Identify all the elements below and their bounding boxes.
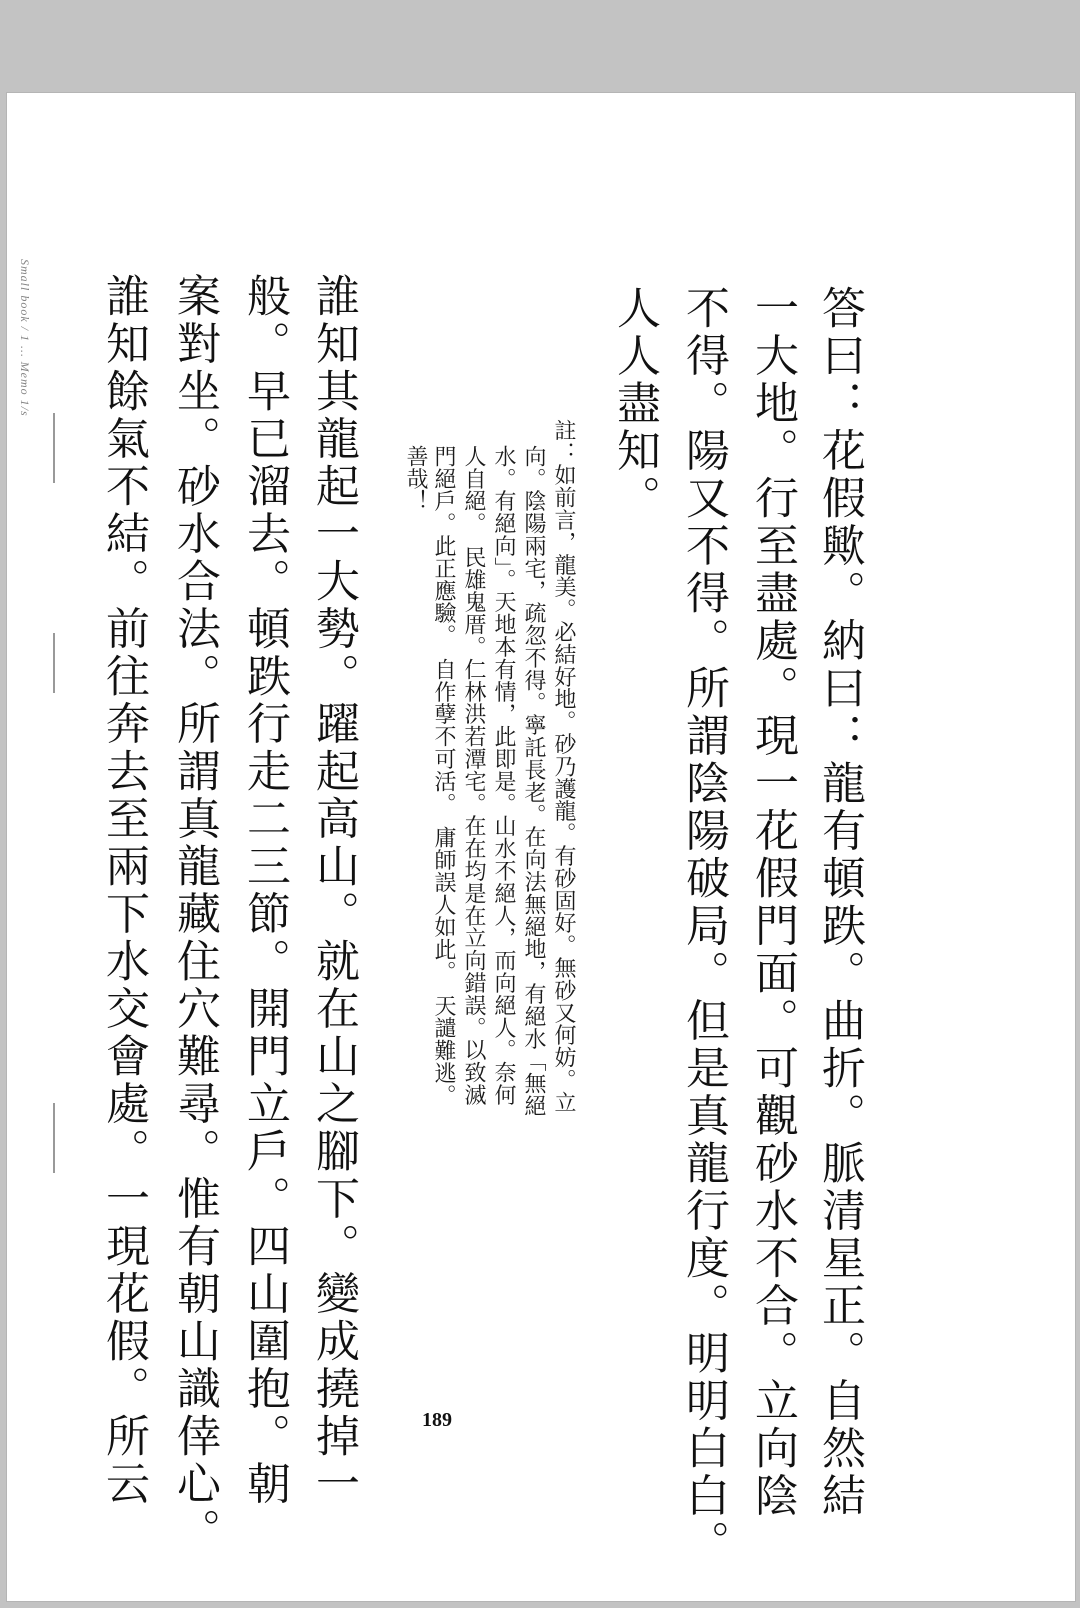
main-text-column: 不得。陽又不得。所謂陰陽破局。但是真龍行度。明明白白。 — [678, 285, 729, 1568]
scan-margin-artifact: Small book / 1 … Memo 1/s — [18, 259, 32, 417]
main-text-column: 答曰：花假歟。納曰：龍有頓跌。曲折。脈清星正。自然結 — [814, 285, 865, 1520]
gutter-mark — [53, 413, 55, 483]
annotation-column: 水。有絕向」。天地本有情，此即是。山水不絕人，而向絕人。奈何 — [491, 445, 516, 1106]
page-number: 189 — [422, 1409, 452, 1431]
main-text-column: 誰知餘氣不結。前往奔去至兩下水交會處。一現花假。所云 — [98, 273, 149, 1508]
gutter-mark — [53, 633, 55, 693]
annotation-column: 註：如前言，龍美。必結好地。砂乃護龍。有砂固好。無砂又何妨。立 — [551, 419, 576, 1114]
main-text-column: 一大地。行至盡處。現一花假門面。可觀砂水不合。立向陰 — [747, 285, 798, 1520]
annotation-column: 向。陰陽兩宅，疏忽不得。寧託長老。在向法無絕地，有絕水「無絕 — [521, 445, 546, 1117]
annotation-column: 人自絕。 民雄鬼厝。仁林洪若潭宅。在在均是在立向錯誤。以致滅 — [461, 445, 486, 1106]
gutter-mark — [53, 1103, 55, 1173]
annotation-column: 善哉！ — [403, 445, 428, 513]
main-text-column: 人人盡知。 — [609, 285, 660, 523]
main-text-column: 誰知其龍起一大勢。躍起高山。就在山之腳下。變成撓掉一 — [308, 273, 359, 1508]
main-text-column: 般。早已溜去。頓跌行走二三節。開門立戶。四山圍抱。朝 — [239, 273, 290, 1508]
annotation-column: 門絕戶。此正應驗。 自作孽不可活。 庸師誤人如此。 天譴難逃。 — [431, 445, 456, 1107]
main-text-column: 案對坐。砂水合法。所謂真龍藏住穴難尋。惟有朝山識倖心。 — [169, 273, 220, 1556]
scanned-page — [6, 92, 1076, 1602]
